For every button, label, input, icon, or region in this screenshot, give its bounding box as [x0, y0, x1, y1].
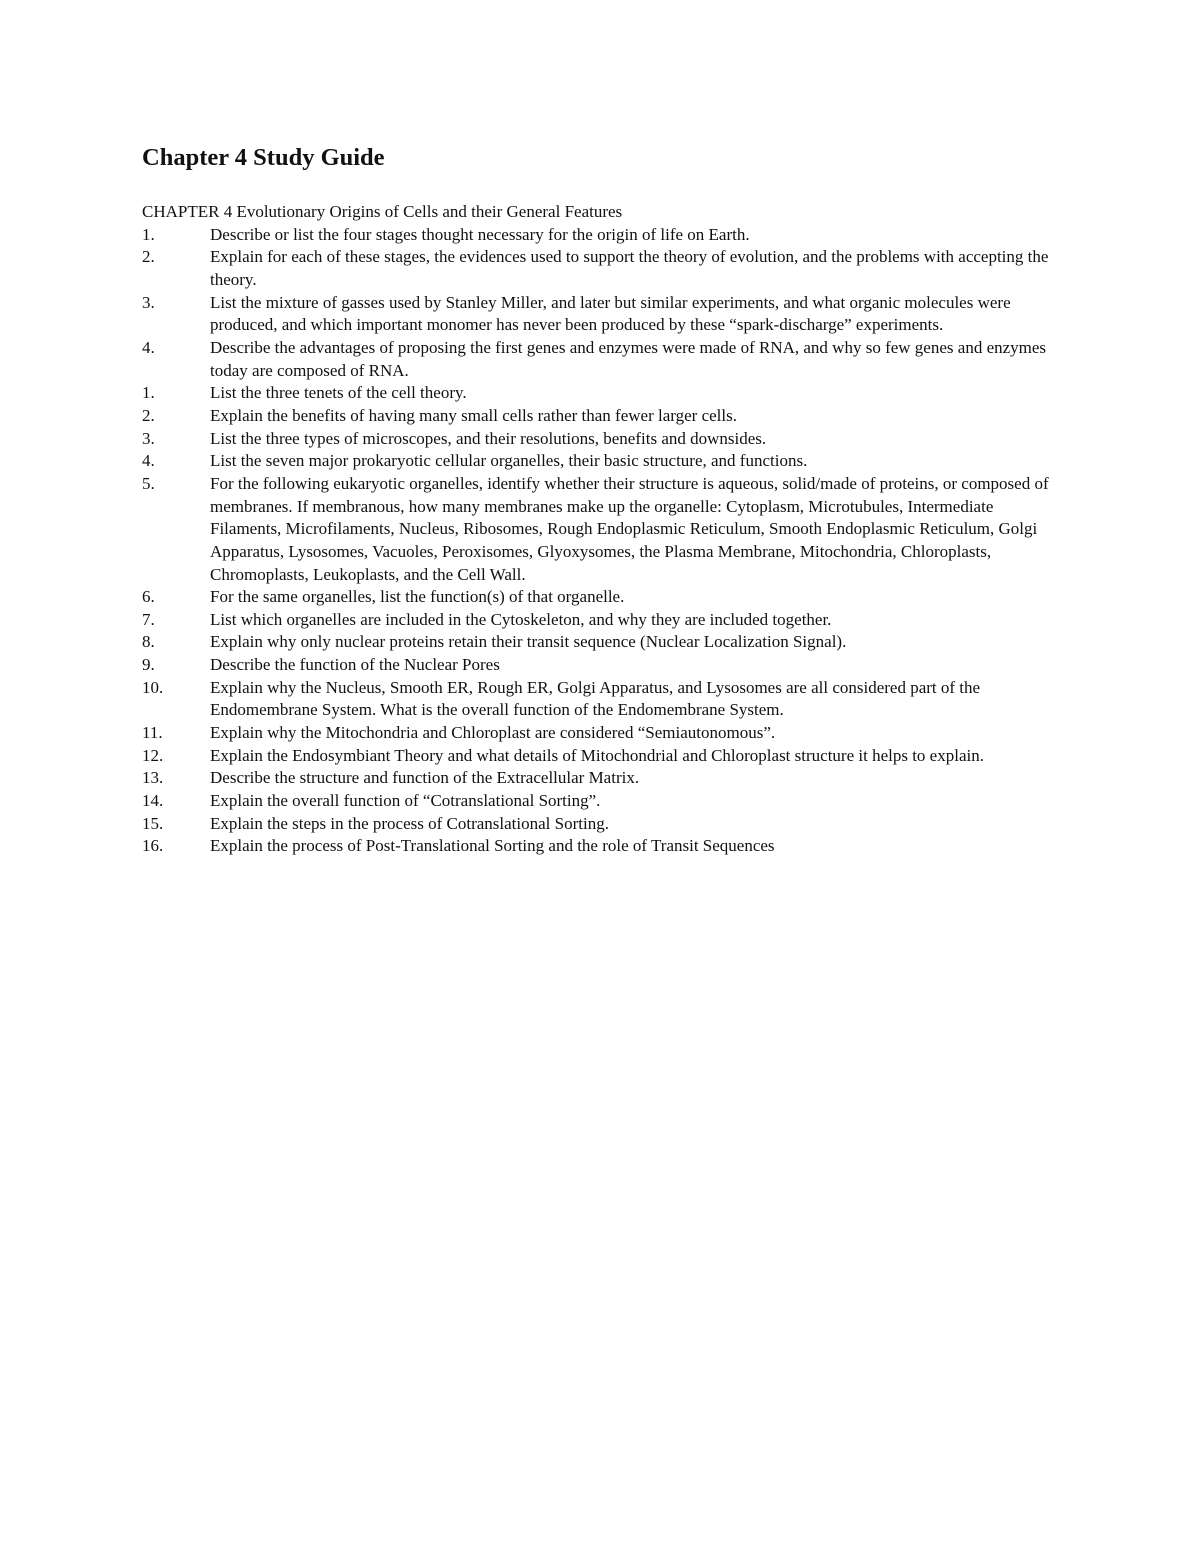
item-text: For the following eukaryotic organelles, identify whether their structure is aqueous, solid/made of proteins, or composed of membranes. If membranous, how many membranes make up the organelle: Cytoplasm, Microtubules, Intermediate Filaments, Microfilaments, Nucleus, Ribosomes, Rough Endoplasmic Reticulum, Smooth Endoplasmic Reticulum, Golgi Apparatus, Lysosomes, Vacuoles, Peroxisomes, Glyoxysomes, the Plasma Membrane, Mitochondria, Chloroplasts, Chromoplasts, Leukoplasts, and the Cell Wall.	[210, 473, 1049, 584]
item-text: Explain the steps in the process of Cotranslational Sorting.	[210, 813, 609, 833]
question-list	[142, 224, 1062, 858]
item-number: 12.	[142, 745, 164, 765]
item-number: 5.	[142, 473, 155, 493]
item-text: List the seven major prokaryotic cellular organelles, their basic structure, and functions.	[210, 451, 808, 471]
item-text: Describe or list the four stages thought necessary for the origin of life on Earth.	[210, 224, 750, 244]
item-number: 1.	[142, 383, 155, 403]
item-number: 14.	[142, 791, 164, 811]
item-text: Explain why the Nucleus, Smooth ER, Rough ER, Golgi Apparatus, and Lysosomes are all considered part of the Endomembrane System. What is the overall function of the Endomembrane System.	[210, 677, 981, 720]
item-text: List which organelles are included in the Cytoskeleton, and why they are included together.	[210, 609, 832, 629]
list-item	[142, 609, 1062, 632]
item-text: Describe the function of the Nuclear Pores	[210, 655, 500, 675]
list-item	[142, 745, 1062, 768]
item-text: Explain for each of these stages, the evidences used to support the theory of evolution, and the problems with accepting the theory.	[210, 247, 1049, 289]
item-number: 1.	[142, 224, 155, 244]
item-number: 3.	[142, 428, 155, 448]
list-item	[142, 654, 1062, 677]
item-number: 4.	[142, 451, 155, 471]
item-number: 6.	[142, 587, 155, 607]
list-item	[142, 767, 1062, 790]
list-item	[142, 790, 1062, 813]
item-number: 7.	[142, 609, 155, 629]
item-text: Describe the advantages of proposing the first genes and enzymes were made of RNA, and why so few genes and enzymes today are composed of RNA.	[210, 337, 1047, 380]
item-number: 2.	[142, 247, 155, 267]
list-item	[142, 246, 1062, 291]
item-number: 4.	[142, 337, 155, 357]
item-text: Explain the overall function of “Cotranslational Sorting”.	[210, 791, 601, 811]
list-item	[142, 405, 1062, 428]
item-number: 10.	[142, 677, 164, 697]
list-item	[142, 428, 1062, 451]
item-number: 9.	[142, 655, 155, 675]
page-title: Chapter 4 Study Guide	[142, 144, 385, 171]
list-item	[142, 586, 1062, 609]
item-text: Explain the process of Post-Translational Sorting and the role of Transit Sequences	[210, 836, 775, 856]
list-item	[142, 631, 1062, 654]
item-number: 15.	[142, 813, 164, 833]
item-text: Explain the benefits of having many small cells rather than fewer larger cells.	[210, 405, 737, 425]
item-text: For the same organelles, list the function(s) of that organelle.	[210, 587, 625, 607]
list-item	[142, 813, 1062, 836]
document-body	[142, 201, 1062, 858]
item-number: 8.	[142, 632, 155, 652]
item-text: List the three types of microscopes, and their resolutions, benefits and downsides.	[210, 428, 767, 448]
item-text: List the three tenets of the cell theory.	[210, 383, 467, 403]
list-item	[142, 722, 1062, 745]
list-item	[142, 337, 1062, 382]
item-text: Describe the structure and function of the Extracellular Matrix.	[210, 768, 640, 788]
list-item	[142, 382, 1062, 405]
item-text: Explain why the Mitochondria and Chloroplast are considered “Semiautonomous”.	[210, 723, 776, 743]
item-number: 13.	[142, 768, 164, 788]
item-text: List the mixture of gasses used by Stanley Miller, and later but similar experiments, and what organic molecules were produced, and which important monomer has never been produced by these “spark-discharge” experiments.	[210, 292, 1011, 335]
list-item	[142, 224, 1062, 247]
list-item	[142, 835, 1062, 858]
item-number: 11.	[142, 723, 163, 743]
chapter-subtitle: CHAPTER 4 Evolutionary Origins of Cells and their General Features	[142, 202, 623, 221]
item-number: 16.	[142, 836, 164, 856]
item-text: Explain the Endosymbiant Theory and what details of Mitochondrial and Chloroplast structure it helps to explain.	[210, 745, 984, 765]
item-number: 3.	[142, 292, 155, 312]
list-item	[142, 677, 1062, 722]
item-number: 2.	[142, 405, 155, 425]
list-item	[142, 450, 1062, 473]
list-item	[142, 473, 1062, 586]
list-item	[142, 292, 1062, 337]
item-text: Explain why only nuclear proteins retain their transit sequence (Nuclear Localization Signal).	[210, 632, 847, 652]
